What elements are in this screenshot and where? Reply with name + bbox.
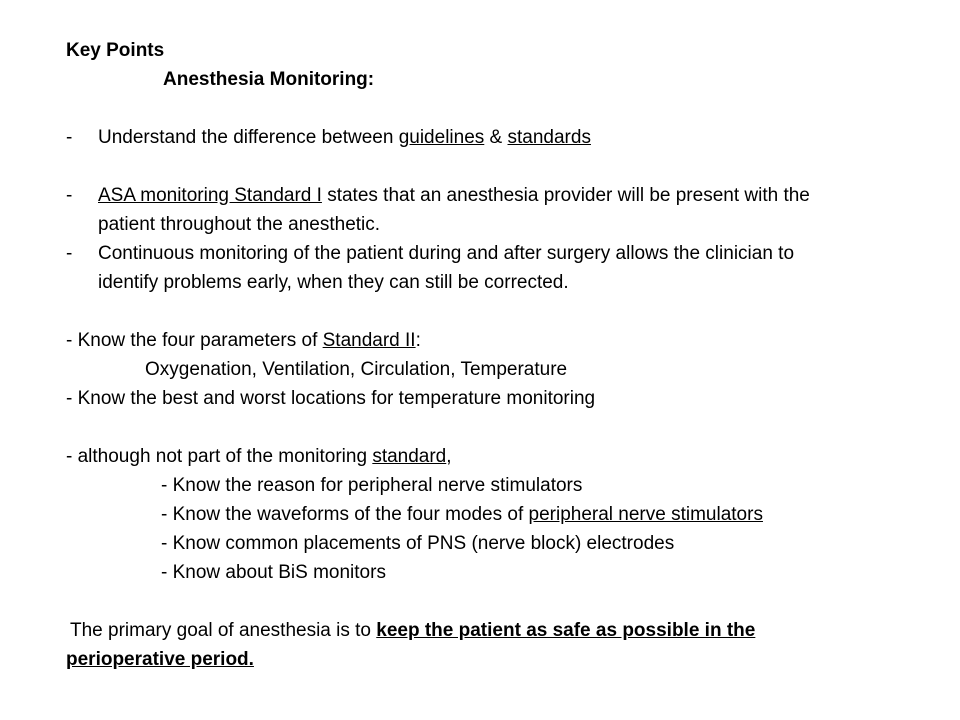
bullet-dash: - (66, 127, 73, 148)
bullet-continuous-monitoring (66, 239, 926, 268)
underlined-term-standard: standard (372, 446, 447, 467)
sub-bullet-pns-reason: - Know the reason for peripheral nerve stimulators (161, 475, 583, 496)
spacer (66, 297, 926, 326)
bullet-not-standard (66, 442, 926, 471)
primary-goal-cont (66, 645, 926, 674)
underlined-term-standards: standards (507, 127, 591, 148)
bullet-text: - although not part of the monitoring (66, 446, 373, 467)
underlined-term-standard-two: Standard II (322, 330, 416, 351)
goal-emphasis-cont: perioperative period. (66, 649, 254, 670)
bullet-text: , (446, 446, 452, 467)
bullet-text: Continuous monitoring of the patient during and after surgery allows the clinician to (98, 243, 795, 264)
bullet-text: Understand the difference between (98, 127, 399, 148)
sub-bullet-pns-waveforms (66, 500, 926, 529)
spacer (66, 94, 926, 123)
goal-emphasis: keep the patient as safe as possible in the (376, 620, 756, 641)
primary-goal (66, 616, 926, 645)
underlined-term-pns: peripheral nerve stimulators (528, 504, 763, 525)
bullet-text: - Know the waveforms of the four modes of (161, 504, 529, 525)
bullet-standard-one (66, 181, 926, 210)
bullet-text: states that an anesthesia provider will be present with the (321, 185, 810, 206)
bullet-text: & (484, 127, 508, 148)
bullet-guidelines-standards (66, 123, 926, 152)
bullet-temperature-locations: - Know the best and worst locations for temperature monitoring (66, 388, 596, 409)
bullet-dash: - (66, 185, 73, 206)
spacer (66, 152, 926, 181)
standard-two-parameters: Oxygenation, Ventilation, Circulation, Temperature (145, 359, 568, 380)
sub-bullet-bis-monitors: - Know about BiS monitors (161, 562, 386, 583)
bullet-dash: - (66, 243, 73, 264)
sub-bullet-pns-placements: - Know common placements of PNS (nerve block) electrodes (161, 533, 675, 554)
bullet-text: : (415, 330, 421, 351)
spacer (66, 587, 926, 616)
slide-subtitle: Anesthesia Monitoring: (163, 69, 375, 90)
underlined-term-standard-one: ASA monitoring Standard I (98, 185, 322, 206)
slide-title: Key Points (66, 40, 165, 61)
bullet-standard-one-cont: patient throughout the anesthetic. (98, 214, 381, 235)
bullet-text: - Know the four parameters of (66, 330, 323, 351)
bullet-standard-two (66, 326, 926, 355)
bullet-continuous-monitoring-cont: identify problems early, when they can still be corrected. (98, 272, 569, 293)
spacer (66, 413, 926, 442)
slide-content (66, 36, 926, 674)
underlined-term-guidelines: guidelines (398, 127, 485, 148)
goal-text: The primary goal of anesthesia is to (70, 620, 377, 641)
